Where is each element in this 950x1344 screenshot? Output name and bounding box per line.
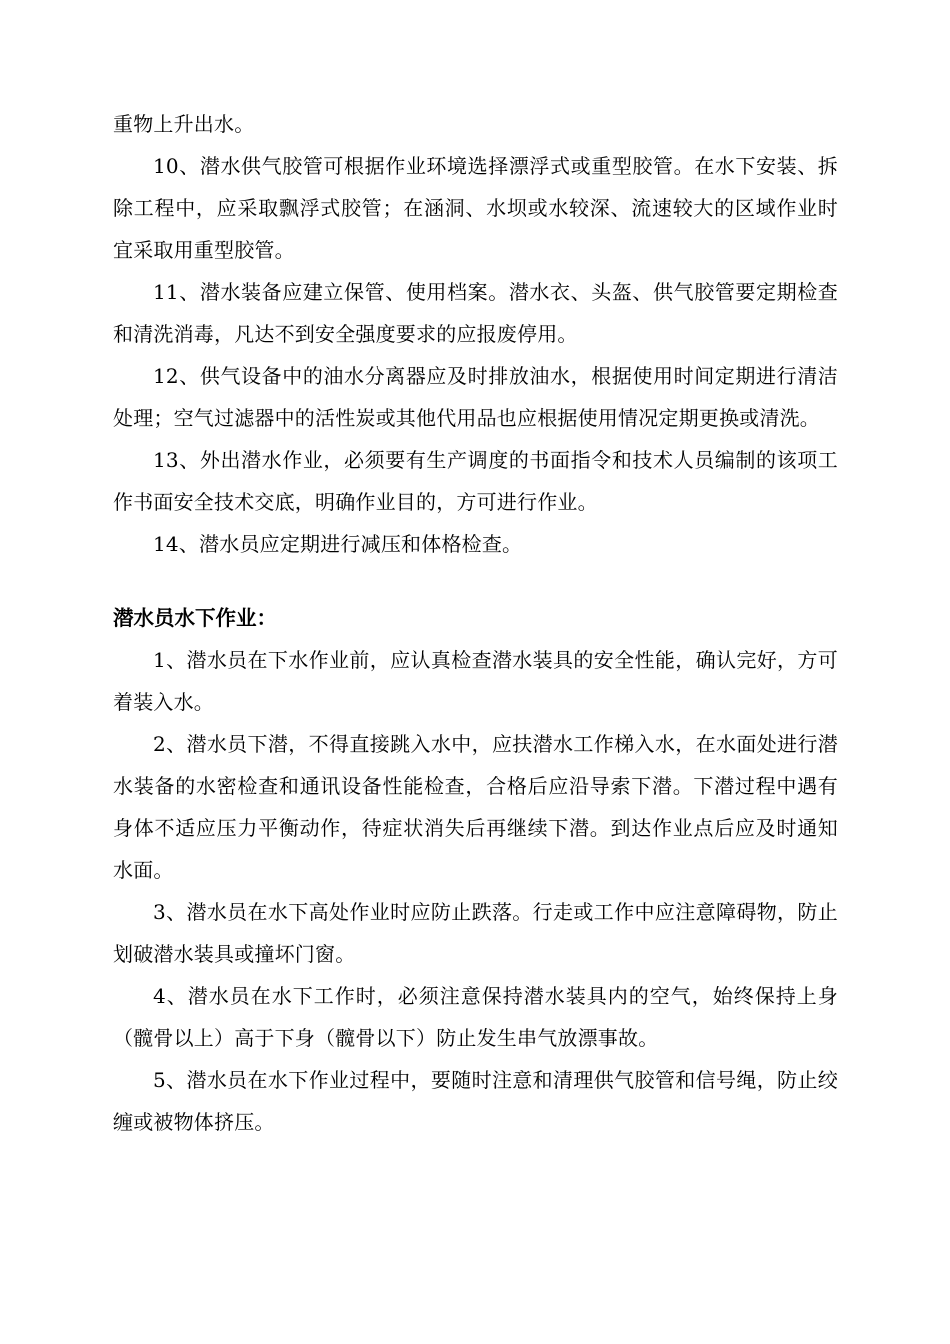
paragraph-item-12: 12、供气设备中的油水分离器应及时排放油水，根据使用时间定期进行清洁处理；空气过滤器中的活性炭或其他代用品也应根据使用情况定期更换或清洗。 <box>113 364 838 430</box>
paragraph-item-14: 14、潜水员应定期进行减压和体格检查。 <box>153 532 523 556</box>
paragraph-item-10: 10、潜水供气胶管可根据作业环境选择漂浮式或重型胶管。在水下安装、拆除工程中，应采取飘浮式胶管；在涵洞、水坝或水较深、流速较大的区域作业时宜采取用重型胶管。 <box>113 154 838 262</box>
paragraph-item-2: 2、潜水员下潜，不得直接跳入水中，应扶潜水工作梯入水，在水面处进行潜水装备的水密检查和通讯设备性能检查，合格后应沿导索下潜。下潜过程中遇有身体不适应压力平衡动作，待症状消失后再继续下潜。到达作业点后应及时通知水面。 <box>113 732 838 882</box>
paragraph-item-1: 1、潜水员在下水作业前，应认真检查潜水装具的安全性能，确认完好，方可着装入水。 <box>113 648 838 714</box>
paragraph-item-11: 11、潜水装备应建立保管、使用档案。潜水衣、头盔、供气胶管要定期检查和清洗消毒，凡达不到安全强度要求的应报废停用。 <box>113 280 838 346</box>
document-page <box>113 103 838 1143</box>
paragraph-item-13: 13、外出潜水作业，必须要有生产调度的书面指令和技术人员编制的该项工作书面安全技术交底，明确作业目的，方可进行作业。 <box>113 448 838 514</box>
paragraph-item-5: 5、潜水员在水下作业过程中，要随时注意和清理供气胶管和信号绳，防止绞缠或被物体挤压。 <box>113 1068 838 1134</box>
paragraph-item-4: 4、潜水员在水下工作时，必须注意保持潜水装具内的空气，始终保持上身（髋骨以上）高于下身（髋骨以下）防止发生串气放漂事故。 <box>113 984 838 1050</box>
paragraph-item-3: 3、潜水员在水下高处作业时应防止跌落。行走或工作中应注意障碍物，防止划破潜水装具或撞坏门窗。 <box>113 900 838 966</box>
paragraph-continuation: 重物上升出水。 <box>113 112 255 136</box>
section-heading: 潜水员水下作业： <box>113 606 277 630</box>
